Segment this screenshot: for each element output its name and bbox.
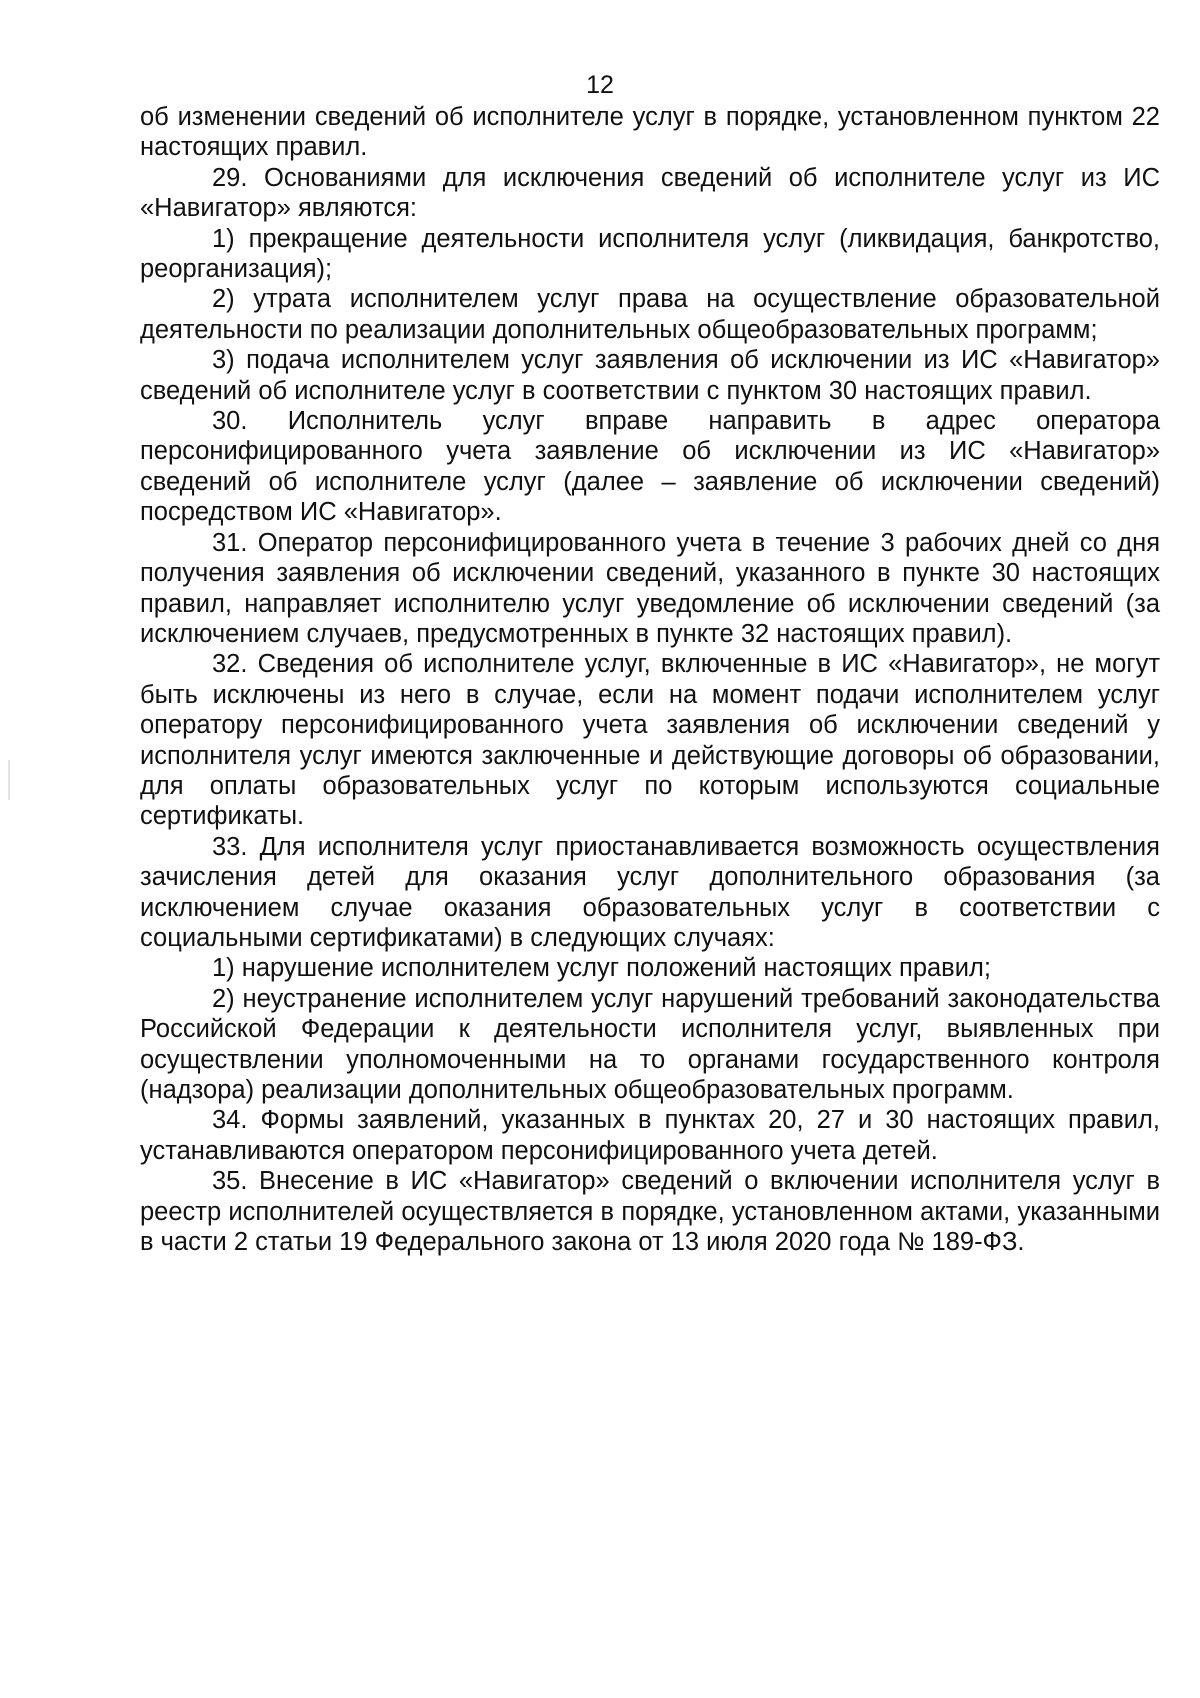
paragraph-30: 30. Исполнитель услуг вправе направить в адрес оператора персонифицированного учета заявление об исключении из ИС «Навигатор» сведений об исполнителе услуг (далее – заявление об исключении сведений) посредством ИС «Навигатор».	[140, 407, 1160, 527]
paragraph-29: 29. Основаниями для исключения сведений об исполнителе услуг из ИС «Навигатор» являются:	[140, 163, 1160, 223]
paragraph-continuation: об изменении сведений об исполнителе услуг в порядке, установленном пунктом 22 настоящих правил.	[140, 103, 1160, 162]
paragraph-29-item-1: 1) прекращение деятельности исполнителя услуг (ликвидация, банкротство, реорганизация);	[140, 224, 1160, 284]
paragraph-29-item-3: 3) подача исполнителем услуг заявления об исключении из ИС «Навигатор» сведений об исполнителе услуг в соответствии с пунктом 30 настоящих правил.	[140, 346, 1160, 405]
scan-edge-mark	[8, 760, 10, 800]
paragraph-35: 35. Внесение в ИС «Навигатор» сведений о включении исполнителя услуг в реестр исполнителей осуществляется в порядке, установленном актами, указанными в части 2 статьи 19 Федерального закона от 13 июля 2020 года № 189-ФЗ.	[140, 1167, 1160, 1257]
paragraph-33-item-2: 2) неустранение исполнителем услуг нарушений требований законодательства Российской Федерации к деятельности исполнителя услуг, выявленных при осуществлении уполномоченными на то органами государственного контроля (надзора) реализации дополнительных общеобразовательных программ.	[140, 984, 1160, 1104]
page-number: 12	[586, 71, 614, 99]
paragraph-34: 34. Формы заявлений, указанных в пунктах 20, 27 и 30 настоящих правил, устанавливаются оператором персонифицированного учета детей.	[140, 1106, 1160, 1165]
paragraph-29-item-2: 2) утрата исполнителем услуг права на осуществление образовательной деятельности по реализации дополнительных общеобразовательных программ;	[140, 285, 1160, 344]
document-body	[140, 102, 1160, 1257]
paragraph-33: 33. Для исполнителя услуг приостанавливается возможность осуществления зачисления детей для оказания услуг дополнительного образования (за исключением случае оказания образовательных услуг в соответствии с социальными сертификатами) в следующих случаях:	[140, 832, 1160, 952]
paragraph-33-item-1: 1) нарушение исполнителем услуг положений настоящих правил;	[212, 954, 991, 983]
paragraph-31: 31. Оператор персонифицированного учета в течение 3 рабочих дней со дня получения заявления об исключении сведений, указанного в пункте 30 настоящих правил, направляет исполнителю услуг уведомление об исключении сведений (за исключением случаев, предусмотренных в пункте 32 настоящих правил).	[140, 528, 1160, 648]
paragraph-32: 32. Сведения об исполнителе услуг, включенные в ИС «Навигатор», не могут быть исключены из него в случае, если на момент подачи исполнителем услуг оператору персонифицированного учета заявления об исключении сведений у исполнителя услуг имеются заключенные и действующие договоры об образовании, для оплаты образовательных услуг по которым используются социальные сертификаты.	[140, 650, 1160, 831]
